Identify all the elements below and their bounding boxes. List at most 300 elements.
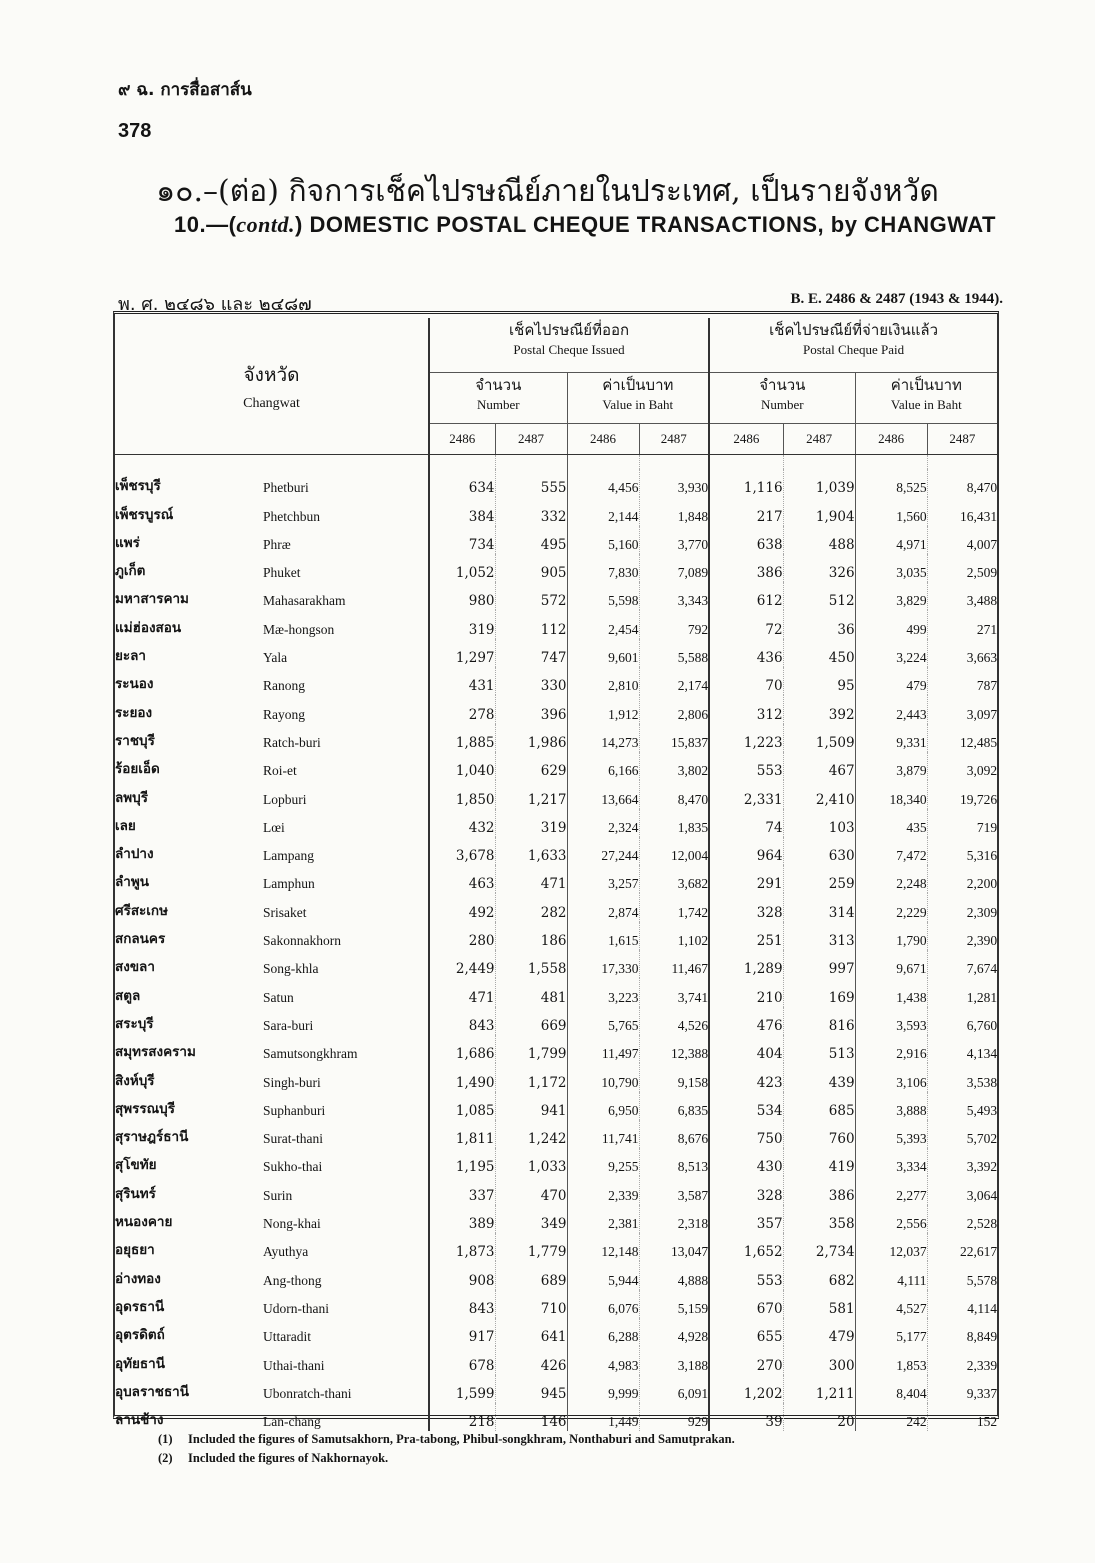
value-cell: 450	[783, 639, 855, 667]
value-cell: 19,726	[927, 780, 997, 808]
value-cell: 2,390	[927, 922, 997, 950]
value-cell: 1,848	[639, 497, 709, 525]
value-cell: 2,449	[429, 950, 495, 978]
table-body	[115, 455, 997, 1432]
value-cell: 70	[709, 667, 783, 695]
changwat-thai-name: ระยอง	[115, 704, 153, 721]
table-row	[115, 582, 997, 610]
value-cell: 431	[429, 667, 495, 695]
value-cell: 2,734	[783, 1233, 855, 1261]
changwat-english-name: Samutsongkhram	[263, 1046, 358, 1062]
value-cell: 2,874	[567, 893, 639, 921]
value-cell: 5,578	[927, 1261, 997, 1289]
value-cell: 36	[783, 610, 855, 638]
value-cell: 8,404	[855, 1375, 927, 1403]
value-cell: 2,324	[567, 809, 639, 837]
table-row	[115, 1375, 997, 1403]
table-row	[115, 1148, 997, 1176]
value-cell: 1,052	[429, 554, 495, 582]
value-cell: 6,166	[567, 752, 639, 780]
changwat-english-name: Mæ-hongson	[263, 621, 335, 637]
value-cell: 4,111	[855, 1261, 927, 1289]
value-cell: 3,092	[927, 752, 997, 780]
value-cell: 4,526	[639, 1007, 709, 1035]
value-cell: 5,393	[855, 1120, 927, 1148]
changwat-english-name: Lampang	[263, 848, 314, 864]
value-cell: 8,513	[639, 1148, 709, 1176]
value-cell: 929	[639, 1403, 709, 1431]
value-cell: 358	[783, 1205, 855, 1233]
value-cell: 1,599	[429, 1375, 495, 1403]
value-cell: 217	[709, 497, 783, 525]
value-cell: 357	[709, 1205, 783, 1233]
value-cell: 4,134	[927, 1035, 997, 1063]
value-cell: 945	[495, 1375, 567, 1403]
value-cell: 14,273	[567, 724, 639, 752]
changwat-thai-name: หนองคาย	[115, 1214, 173, 1231]
value-cell: 1,615	[567, 922, 639, 950]
value-cell: 312	[709, 695, 783, 723]
value-cell: 734	[429, 526, 495, 554]
changwat-thai-name: ศรีสะเกษ	[115, 902, 168, 919]
changwat-thai-name: ราชบุรี	[115, 732, 155, 749]
changwat-english-name: Ang-thong	[263, 1272, 322, 1288]
changwat-english-name: Udorn-thani	[263, 1300, 329, 1316]
value-cell: 1,223	[709, 724, 783, 752]
value-cell: 6,288	[567, 1318, 639, 1346]
table-row	[115, 1120, 997, 1148]
value-cell: 5,316	[927, 837, 997, 865]
value-cell: 572	[495, 582, 567, 610]
value-cell: 3,888	[855, 1092, 927, 1120]
years-english: B. E. 2486 & 2487 (1943 & 1944).	[790, 291, 1003, 307]
value-cell: 555	[495, 469, 567, 497]
value-cell: 4,114	[927, 1290, 997, 1318]
value-cell: 3,879	[855, 752, 927, 780]
table-row	[115, 695, 997, 723]
value-cell: 152	[927, 1403, 997, 1431]
table-row	[115, 1092, 997, 1120]
value-cell: 1,217	[495, 780, 567, 808]
changwat-thai-name: สกลนคร	[115, 931, 166, 948]
value-cell: 3,392	[927, 1148, 997, 1176]
table-row	[115, 978, 997, 1006]
changwat-english-name: Ranong	[263, 678, 305, 694]
title-english	[174, 212, 996, 238]
value-cell: 4,928	[639, 1318, 709, 1346]
value-cell: 332	[495, 497, 567, 525]
value-cell: 1,102	[639, 922, 709, 950]
paid-eng: Postal Cheque Paid	[803, 342, 905, 357]
value-cell: 3,334	[855, 1148, 927, 1176]
changwat-english-name: Lœi	[263, 819, 285, 835]
value-cell: 1,449	[567, 1403, 639, 1431]
issued-eng: Postal Cheque Issued	[513, 342, 625, 357]
changwat-english-name: Surin	[263, 1187, 293, 1203]
value-cell: 4,971	[855, 526, 927, 554]
table-row	[115, 497, 997, 525]
value-cell: 3,663	[927, 639, 997, 667]
value-cell: 8,676	[639, 1120, 709, 1148]
value-cell: 5,702	[927, 1120, 997, 1148]
changwat-english-name: Phræ	[263, 536, 291, 552]
value-cell: 816	[783, 1007, 855, 1035]
value-cell: 5,159	[639, 1290, 709, 1318]
changwat-english-name: Mahasarakham	[263, 593, 346, 609]
table-row	[115, 1205, 997, 1233]
value-cell: 1,853	[855, 1346, 927, 1374]
table-row	[115, 950, 997, 978]
changwat-thai-name: สงขลา	[115, 959, 155, 976]
changwat-thai-name: สมุทรสงคราม	[115, 1044, 196, 1061]
value-cell: 328	[709, 1176, 783, 1204]
value-cell: 512	[783, 582, 855, 610]
changwat-thai-name: ภูเก็ต	[115, 563, 146, 580]
changwat-thai-name: สุโขทัย	[115, 1157, 157, 1174]
issued-value-header	[567, 373, 709, 424]
footnote	[158, 1449, 735, 1468]
value-cell: 3,802	[639, 752, 709, 780]
value-cell: 1,242	[495, 1120, 567, 1148]
value-cell: 655	[709, 1318, 783, 1346]
value-cell: 7,830	[567, 554, 639, 582]
changwat-english-name: Phuket	[263, 565, 301, 581]
changwat-english-name: Ratch-buri	[263, 734, 321, 750]
value-cell: 1,281	[927, 978, 997, 1006]
value-cell: 964	[709, 837, 783, 865]
footnote-text: Included the figures of Nakhornayok.	[188, 1451, 389, 1465]
value-cell: 95	[783, 667, 855, 695]
value-cell: 270	[709, 1346, 783, 1374]
value-cell: 384	[429, 497, 495, 525]
value-cell: 1,490	[429, 1063, 495, 1091]
value-cell: 3,188	[639, 1346, 709, 1374]
value-cell: 319	[495, 809, 567, 837]
value-cell: 6,760	[927, 1007, 997, 1035]
changwat-english-name: Nong-khai	[263, 1216, 321, 1232]
title-prefix: 10.—(	[174, 212, 237, 237]
value-cell: 8,525	[855, 469, 927, 497]
table-row	[115, 752, 997, 780]
value-cell: 300	[783, 1346, 855, 1374]
value-cell: 386	[709, 554, 783, 582]
value-eng: Value in Baht	[890, 397, 962, 412]
changwat-thai-name: เพ็ชรบุรี	[115, 478, 161, 495]
changwat-thai-name: ลำพูน	[115, 874, 149, 891]
value-cell: 9,331	[855, 724, 927, 752]
value-cell: 2,339	[567, 1176, 639, 1204]
value-cell: 719	[927, 809, 997, 837]
value-cell: 12,037	[855, 1233, 927, 1261]
value-cell: 9,999	[567, 1375, 639, 1403]
value-cell: 1,438	[855, 978, 927, 1006]
value-cell: 2,229	[855, 893, 927, 921]
value-cell: 1,652	[709, 1233, 783, 1261]
changwat-english-name: Uttaradit	[263, 1329, 311, 1345]
value-cell: 6,091	[639, 1375, 709, 1403]
value-cell: 12,485	[927, 724, 997, 752]
year-header: 2486	[855, 424, 927, 455]
value-cell: 470	[495, 1176, 567, 1204]
value-cell: 4,888	[639, 1261, 709, 1289]
changwat-english-name: Sukho-thai	[263, 1159, 323, 1175]
issued-number-header	[429, 373, 567, 424]
value-cell: 2,381	[567, 1205, 639, 1233]
changwat-thai-name: สุราษฎร์ธานี	[115, 1129, 189, 1146]
year-header: 2486	[709, 424, 783, 455]
page-number: 378	[118, 120, 152, 142]
value-cell: 11,741	[567, 1120, 639, 1148]
value-cell: 12,148	[567, 1233, 639, 1261]
table-row	[115, 724, 997, 752]
changwat-thai-name: อุบลราชธานี	[115, 1383, 189, 1400]
value-cell: 1,885	[429, 724, 495, 752]
year-header: 2487	[639, 424, 709, 455]
value-cell: 2,174	[639, 667, 709, 695]
value-cell: 1,811	[429, 1120, 495, 1148]
value-cell: 3,682	[639, 865, 709, 893]
value-cell: 689	[495, 1261, 567, 1289]
changwat-english-name: Ayuthya	[263, 1244, 309, 1260]
changwat-english-name: Srisaket	[263, 904, 307, 920]
value-cell: 492	[429, 893, 495, 921]
changwat-english-name: Suphanburi	[263, 1102, 326, 1118]
changwat-thai-name: อุดรธานี	[115, 1298, 165, 1315]
value-cell: 3,488	[927, 582, 997, 610]
value-cell: 2,454	[567, 610, 639, 638]
value-cell: 685	[783, 1092, 855, 1120]
value-cell: 553	[709, 752, 783, 780]
value-eng: Value in Baht	[602, 397, 674, 412]
changwat-english-name: Phetchbun	[263, 508, 320, 524]
value-cell: 670	[709, 1290, 783, 1318]
value-cell: 9,671	[855, 950, 927, 978]
value-cell: 1,509	[783, 724, 855, 752]
changwat-english-name: Phetburi	[263, 480, 309, 496]
value-cell: 27,244	[567, 837, 639, 865]
value-cell: 12,388	[639, 1035, 709, 1063]
changwat-thai-name: ยะลา	[115, 648, 147, 665]
value-cell: 349	[495, 1205, 567, 1233]
value-cell: 1,790	[855, 922, 927, 950]
value-cell: 5,944	[567, 1261, 639, 1289]
table-row	[115, 610, 997, 638]
value-cell: 750	[709, 1120, 783, 1148]
paid-header	[709, 318, 997, 373]
value-cell: 479	[783, 1318, 855, 1346]
value-cell: 2,410	[783, 780, 855, 808]
changwat-thai-name: ลพบุรี	[115, 789, 148, 806]
changwat-english-name: Rayong	[263, 706, 305, 722]
value-cell: 426	[495, 1346, 567, 1374]
value-cell: 8,849	[927, 1318, 997, 1346]
value-cell: 9,158	[639, 1063, 709, 1091]
value-cell: 3,538	[927, 1063, 997, 1091]
value-cell: 13,047	[639, 1233, 709, 1261]
value-cell: 1,195	[429, 1148, 495, 1176]
changwat-thai-name: แม่ฮ่องสอน	[115, 619, 182, 636]
value-cell: 7,089	[639, 554, 709, 582]
value-cell: 17,330	[567, 950, 639, 978]
value-cell: 1,202	[709, 1375, 783, 1403]
value-cell: 2,443	[855, 695, 927, 723]
value-cell: 218	[429, 1403, 495, 1431]
value-cell: 5,765	[567, 1007, 639, 1035]
changwat-english-name: Satun	[263, 989, 294, 1005]
value-cell: 2,556	[855, 1205, 927, 1233]
value-cell: 471	[429, 978, 495, 1006]
value-cell: 210	[709, 978, 783, 1006]
value-cell: 513	[783, 1035, 855, 1063]
value-cell: 792	[639, 610, 709, 638]
value-cell: 2,916	[855, 1035, 927, 1063]
value-cell: 1,116	[709, 469, 783, 497]
table-row	[115, 1346, 997, 1374]
value-cell: 1,289	[709, 950, 783, 978]
table-row	[115, 893, 997, 921]
value-cell: 11,467	[639, 950, 709, 978]
changwat-english-name: Lamphun	[263, 876, 315, 892]
value-cell: 432	[429, 809, 495, 837]
changwat-thai-name: อุตรดิตถ์	[115, 1327, 165, 1344]
value-cell: 629	[495, 752, 567, 780]
value-cell: 1,211	[783, 1375, 855, 1403]
value-cell: 2,810	[567, 667, 639, 695]
value-cell: 146	[495, 1403, 567, 1431]
value-cell: 22,617	[927, 1233, 997, 1261]
table-row	[115, 1403, 997, 1431]
value-cell: 4,007	[927, 526, 997, 554]
value-cell: 2,339	[927, 1346, 997, 1374]
value-cell: 1,039	[783, 469, 855, 497]
table-row	[115, 1035, 997, 1063]
value-cell: 2,248	[855, 865, 927, 893]
value-cell: 1,558	[495, 950, 567, 978]
value-thai: ค่าเป็นบาท	[890, 376, 962, 394]
value-cell: 10,790	[567, 1063, 639, 1091]
value-cell: 3,097	[927, 695, 997, 723]
table-row	[115, 837, 997, 865]
value-cell: 4,983	[567, 1346, 639, 1374]
value-cell: 471	[495, 865, 567, 893]
value-cell: 3,829	[855, 582, 927, 610]
value-cell: 1,172	[495, 1063, 567, 1091]
value-cell: 463	[429, 865, 495, 893]
value-cell: 6,950	[567, 1092, 639, 1120]
section-label: ๙ ฉ. การสื่อสาส์น	[118, 80, 252, 100]
table-row	[115, 922, 997, 950]
value-cell: 1,904	[783, 497, 855, 525]
value-cell: 436	[709, 639, 783, 667]
value-cell: 1,040	[429, 752, 495, 780]
changwat-thai: จังหวัด	[243, 364, 300, 386]
value-cell: 2,528	[927, 1205, 997, 1233]
changwat-english-name: Lopburi	[263, 791, 307, 807]
value-cell: 495	[495, 526, 567, 554]
table-row	[115, 639, 997, 667]
table-row	[115, 1063, 997, 1091]
value-cell: 419	[783, 1148, 855, 1176]
value-cell: 630	[783, 837, 855, 865]
value-cell: 5,588	[639, 639, 709, 667]
table-row	[115, 1290, 997, 1318]
value-cell: 1,835	[639, 809, 709, 837]
changwat-thai-name: อยุธยา	[115, 1242, 155, 1259]
value-cell: 326	[783, 554, 855, 582]
number-eng: Number	[761, 397, 804, 412]
changwat-thai-name: ระนอง	[115, 676, 154, 693]
value-cell: 11,497	[567, 1035, 639, 1063]
table-row	[115, 1318, 997, 1346]
value-cell: 6,076	[567, 1290, 639, 1318]
value-cell: 8,470	[927, 469, 997, 497]
footnote-text: Included the figures of Samutsakhorn, Pra-tabong, Phibul-songkhram, Nonthaburi and Samutprakan.	[188, 1432, 735, 1446]
changwat-thai-name: เพ็ชรบูรณ์	[115, 506, 174, 523]
value-cell: 479	[855, 667, 927, 695]
value-cell: 291	[709, 865, 783, 893]
value-cell: 499	[855, 610, 927, 638]
value-cell: 242	[855, 1403, 927, 1431]
changwat-english-name: Ubonratch-thani	[263, 1385, 352, 1401]
value-cell: 553	[709, 1261, 783, 1289]
value-cell: 980	[429, 582, 495, 610]
paid-thai: เช็คไปรษณีย์ที่จ่ายเงินแล้ว	[769, 321, 939, 339]
value-cell: 6,835	[639, 1092, 709, 1120]
value-cell: 843	[429, 1007, 495, 1035]
changwat-english-name: Yala	[263, 650, 288, 666]
changwat-english-name: Sara-buri	[263, 1017, 314, 1033]
changwat-english-name: Sakonnakhorn	[263, 933, 341, 949]
value-cell: 2,331	[709, 780, 783, 808]
value-cell: 905	[495, 554, 567, 582]
value-cell: 476	[709, 1007, 783, 1035]
table-row	[115, 469, 997, 497]
value-cell: 997	[783, 950, 855, 978]
value-cell: 2,806	[639, 695, 709, 723]
number-eng: Number	[476, 397, 520, 412]
footnote-mark: (2)	[158, 1451, 173, 1465]
changwat-english-name: Roi-et	[263, 763, 297, 779]
paid-value-header	[855, 373, 997, 424]
changwat-thai-name: สุพรรณบุรี	[115, 1100, 175, 1117]
year-header: 2487	[495, 424, 567, 455]
value-cell: 2,200	[927, 865, 997, 893]
value-cell: 1,912	[567, 695, 639, 723]
changwat-english-name: Surat-thani	[263, 1131, 323, 1147]
value-cell: 1,742	[639, 893, 709, 921]
changwat-thai-name: มหาสารคาม	[115, 591, 189, 608]
value-cell: 169	[783, 978, 855, 1006]
value-cell: 330	[495, 667, 567, 695]
value-cell: 2,309	[927, 893, 997, 921]
value-cell: 1,850	[429, 780, 495, 808]
value-cell: 20	[783, 1403, 855, 1431]
table-row	[115, 1007, 997, 1035]
table-row	[115, 1233, 997, 1261]
value-cell: 1,873	[429, 1233, 495, 1261]
value-cell: 3,343	[639, 582, 709, 610]
cheque-table	[115, 318, 997, 1431]
value-cell: 2,277	[855, 1176, 927, 1204]
changwat-thai-name: สุรินทร์	[115, 1185, 156, 1202]
year-header: 2487	[783, 424, 855, 455]
changwat-eng: Changwat	[243, 396, 300, 411]
value-cell: 3,587	[639, 1176, 709, 1204]
value-cell: 396	[495, 695, 567, 723]
table-row	[115, 1176, 997, 1204]
value-cell: 74	[709, 809, 783, 837]
changwat-thai-name: อ่างทอง	[115, 1270, 161, 1287]
